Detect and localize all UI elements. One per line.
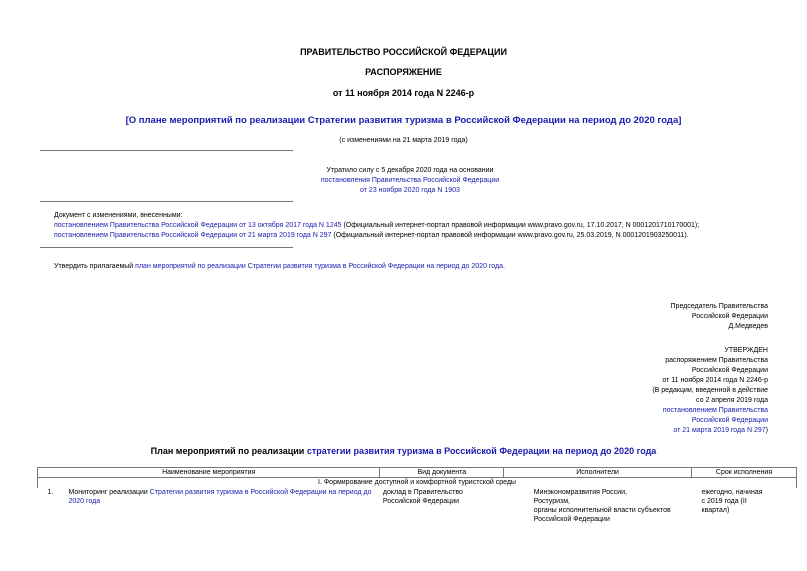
row-name-prefix: Мониторинг реализации: [68, 489, 150, 496]
plan-table: [37, 467, 797, 524]
col-header-doc: Вид документа: [380, 468, 504, 478]
approved-line: распоряжением Правительства: [665, 357, 768, 364]
executor: Минэкономразвития России,: [533, 489, 627, 496]
title-link[interactable]: плане мероприятий по реализации Стратегии развития туризма в Российской Федерации на период до 2020 года: [136, 115, 679, 126]
divider: [40, 201, 293, 202]
header-org: ПРАВИТЕЛЬСТВО РОССИЙСКОЙ ФЕДЕРАЦИИ: [300, 47, 507, 57]
table-section-row: [38, 478, 797, 489]
row-number: 1.: [47, 489, 54, 496]
amendment-link[interactable]: постановлением Правительства Российской Федерации от 13 октября 2017 года N 1245: [54, 222, 342, 229]
document-title: [0, 115, 807, 126]
col-header-executors: Исполнители: [504, 468, 692, 478]
approved-line: (В редакции, введенной в действие: [652, 387, 768, 394]
title-first-letter: О: [128, 115, 137, 126]
title-bracket-open: [: [125, 115, 129, 126]
table-row: [38, 488, 797, 524]
amendments-intro: Документ с изменениями, внесенными:: [54, 212, 183, 219]
plan-title: [0, 446, 807, 456]
plan-title-prefix: План мероприятий по реализации: [150, 446, 307, 456]
amendment-item: [54, 221, 794, 231]
plan-title-link[interactable]: стратегии развития туризма в Российской Федерации на период до 2020 года: [306, 446, 657, 456]
approved-line: со 2 апреля 2019 года: [696, 397, 768, 404]
amendment-item: [54, 231, 794, 241]
signature-line: Российской Федерации: [691, 313, 768, 320]
approve-sentence: [54, 262, 794, 272]
signature-name: Д.Медведев: [728, 323, 768, 330]
signature-line: Председатель Правительства: [670, 303, 768, 310]
title-bracket-close: ]: [678, 115, 682, 126]
header-date-number: от 11 ноября 2014 года N 2246-р: [332, 88, 475, 98]
approve-plan-link[interactable]: план мероприятий по реализации Стратегии развития туризма в Российской Федерации на период до 2020 года: [135, 263, 504, 270]
approved-close: ): [765, 427, 768, 434]
row-name-link[interactable]: Стратегии развития туризма в Российской Федерации на период до 2020 года: [68, 489, 372, 505]
amendments-block: [54, 211, 794, 241]
expired-link-date[interactable]: от 23 ноября 2020 года N 1903: [360, 187, 460, 194]
approve-suffix: .: [503, 263, 505, 270]
col-header-name: Наименование мероприятия: [38, 468, 380, 478]
amendment-source: (Официальный интернет-портал правовой информации www.pravo.gov.ru, 17.10.2017, N 0001201710170001);: [341, 222, 700, 229]
approved-line: Российской Федерации: [691, 367, 768, 374]
section-title: I. Формирование доступной и комфортной туристской среды: [38, 478, 797, 489]
executor: Ростуризм,: [533, 498, 570, 505]
divider: [40, 247, 293, 248]
row-name: [65, 488, 379, 524]
expired-note: [300, 166, 520, 196]
divider: [40, 150, 293, 151]
amended-note: (с изменениями на 21 марта 2019 года): [339, 137, 468, 144]
expired-line: Утратило силу с 5 декабря 2020 года на основании: [326, 167, 494, 174]
amendment-source: (Официальный интернет-портал правовой информации www.pravo.gov.ru, 25.03.2019, N 0001201903250011).: [331, 232, 689, 239]
row-doc: доклад в Правительство Российской Федерации: [382, 489, 463, 505]
approved-block: [560, 346, 768, 436]
table-header-row: [38, 468, 797, 478]
signature-block: [560, 302, 768, 332]
row-term: ежегодно, начиная с 2019 года (II квартал): [701, 489, 763, 514]
approve-prefix: Утвердить прилагаемый: [54, 263, 136, 270]
header-doc-type: РАСПОРЯЖЕНИЕ: [365, 67, 442, 77]
approved-line: УТВЕРЖДЕН: [724, 347, 768, 354]
amendment-link[interactable]: постановлением Правительства Российской Федерации от 21 марта 2019 года N 297: [54, 232, 332, 239]
approved-link[interactable]: Российской Федерации: [691, 417, 768, 424]
approved-link[interactable]: постановлением Правительства: [662, 407, 768, 414]
row-executors: [504, 488, 692, 524]
col-header-term: Срок исполнения: [692, 468, 797, 478]
executor: органы исполнительной власти субъектов Российской Федерации: [533, 507, 671, 523]
approved-link[interactable]: от 21 марта 2019 года N 297: [673, 427, 766, 434]
approved-line: от 11 ноября 2014 года N 2246-р: [662, 377, 768, 384]
expired-link-decree[interactable]: постановления Правительства Российской Федерации: [320, 177, 500, 184]
